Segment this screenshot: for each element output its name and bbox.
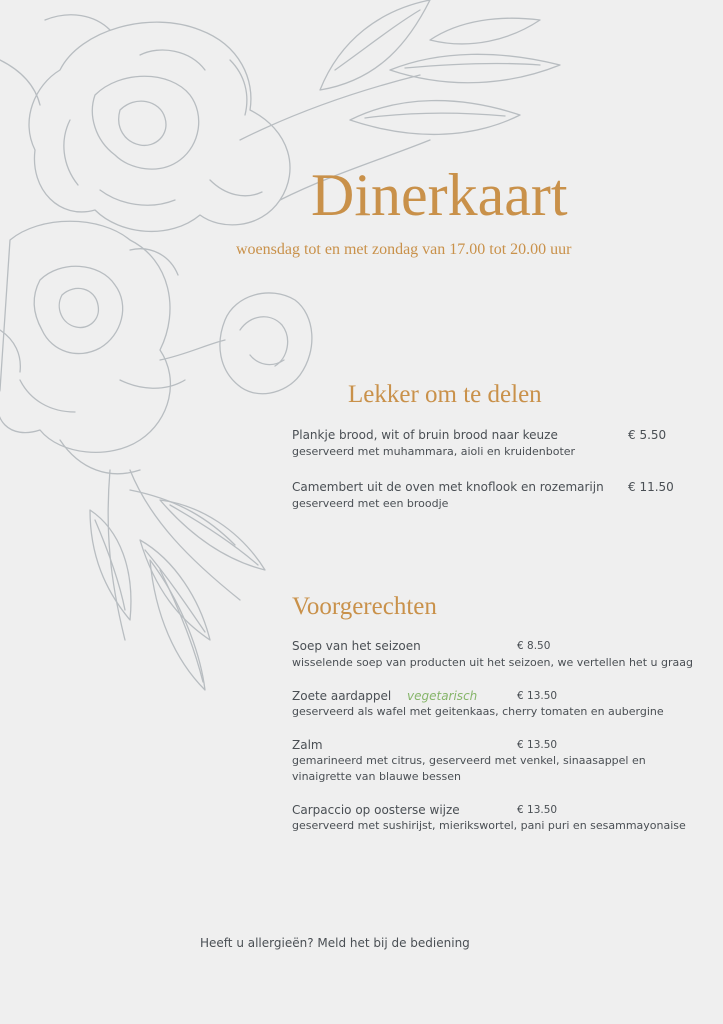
opening-hours: woensdag tot en met zondag van 17.00 tot 20.00 uur: [236, 241, 572, 258]
menu-item-description: wisselende soep van producten uit het seizoen, we vertellen het u graag: [292, 656, 693, 669]
page-title: Dinerkaart: [311, 162, 568, 228]
menu-item-price: € 5.50: [628, 428, 667, 442]
menu-item-price: € 13.50: [517, 739, 558, 751]
menu-item-name: Camembert uit de oven met knoflook en rozemarijn: [292, 480, 604, 494]
menu-item-description: geserveerd met sushirijst, mierikswortel, pani puri en sesammayonaise: [292, 819, 686, 832]
vegetarian-tag: vegetarisch: [407, 689, 478, 703]
menu-item-description: geserveerd met muhammara, aioli en kruidenboter: [292, 445, 576, 458]
menu-item-name: Plankje brood, wit of bruin brood naar keuze: [292, 428, 558, 442]
menu-item-description: geserveerd als wafel met geitenkaas, cherry tomaten en aubergine: [292, 705, 664, 718]
menu-item-name: Soep van het seizoen: [292, 639, 421, 653]
menu-item-price: € 13.50: [517, 804, 558, 816]
menu-item-price: € 13.50: [517, 690, 558, 702]
section-title-lekker-om-te-delen: Lekker om te delen: [348, 381, 542, 408]
menu-item-price: € 8.50: [517, 640, 551, 652]
menu-item-price: € 11.50: [628, 480, 674, 494]
section-title-voorgerechten: Voorgerechten: [292, 593, 437, 620]
menu-item-name: Carpaccio op oosterse wijze: [292, 803, 460, 817]
menu-item-description-line2: vinaigrette van blauwe bessen: [292, 770, 461, 783]
menu-item-description: geserveerd met een broodje: [292, 497, 449, 510]
allergy-note: Heeft u allergieën? Meld het bij de bediening: [200, 936, 470, 950]
menu-item-name: Zalm: [292, 738, 323, 752]
menu-item-description: gemarineerd met citrus, geserveerd met venkel, sinaasappel en: [292, 754, 646, 767]
menu-item-name: Zoete aardappel: [292, 689, 392, 703]
